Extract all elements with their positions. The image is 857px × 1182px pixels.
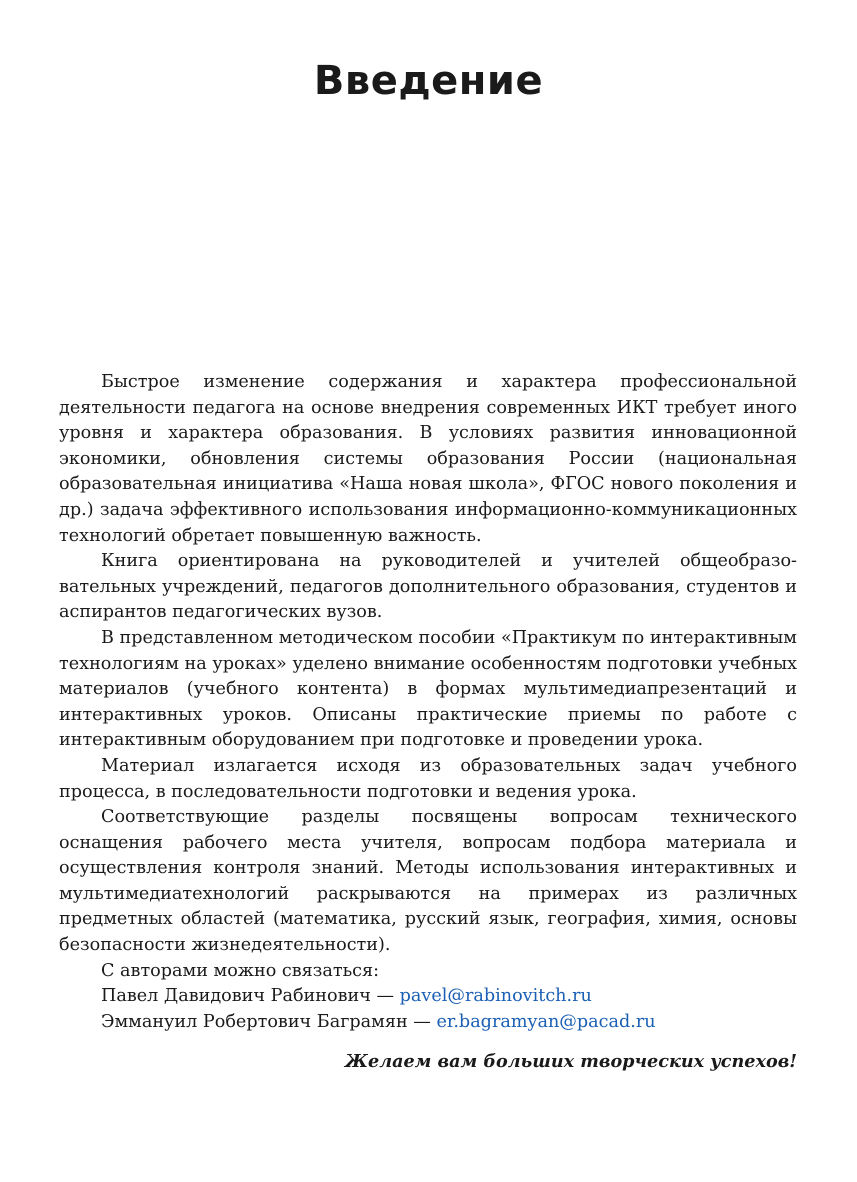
paragraph-audience: Книга ориентирована на руководителей и учителей общеобразовательных учреждений, педагогов дополнительного образования, студентов и аспирантов педагогических вузов. (59, 551, 797, 623)
paragraph-material-order: Материал излагается исходя из образовательных задач учебного процесса, в последовательности подготовки и ведения урока. (59, 755, 797, 802)
paragraph-ict-importance: Быстрое изменение содержания и характера профессиональной деятельности педагога на основе внедрения современных ИКТ требует иного уровня и характера образования. В условиях развития инновационной экономики, обновления системы образования России (национальная образовательная инициатива «Наша новая школа», ФГОС нового поколения и др.) задача эффективного использования информационно-коммуникационных технологий обретает повышенную важность. (59, 372, 797, 546)
page-title: Введение (313, 58, 544, 104)
author-name: Эммануил Робертович Баграмян — (101, 1011, 437, 1032)
author-email-link[interactable]: pavel@rabinovitch.ru (399, 986, 592, 1007)
intro-body (59, 370, 797, 1075)
author-name: Павел Давидович Рабинович — (101, 986, 400, 1007)
paragraph-manual-contents: В представленном методическом пособии «Практикум по интерактивным технологиям на уроках» уделено внимание особенностям подготовки учебных материалов (учебного контента) в формах мультимедиапрезентаций и интерактивных уроков. Описаны практические приемы по работе с интерактивным оборудованием при подготовке и проведении урока. (59, 627, 797, 751)
contact-line-author-1 (59, 984, 797, 1010)
contacts-intro: С авторами можно связаться: (101, 960, 380, 981)
closing-wish: Желаем вам больших творческих успехов! (344, 1051, 797, 1073)
author-email-link[interactable]: er.bagramyan@pacad.ru (436, 1011, 656, 1032)
contact-line-author-2 (59, 1010, 797, 1036)
paragraph-sections: Соответствующие разделы посвящены вопросам технического оснащения рабочего места учителя, вопросам подбора материала и осуществления контроля знаний. Методы использования интерактивных и мультимедиатехнологий раскрываются на примерах из различных предметных областей (математика, русский язык, география, химия, основы безопасности жизнедеятельности). (59, 807, 797, 956)
